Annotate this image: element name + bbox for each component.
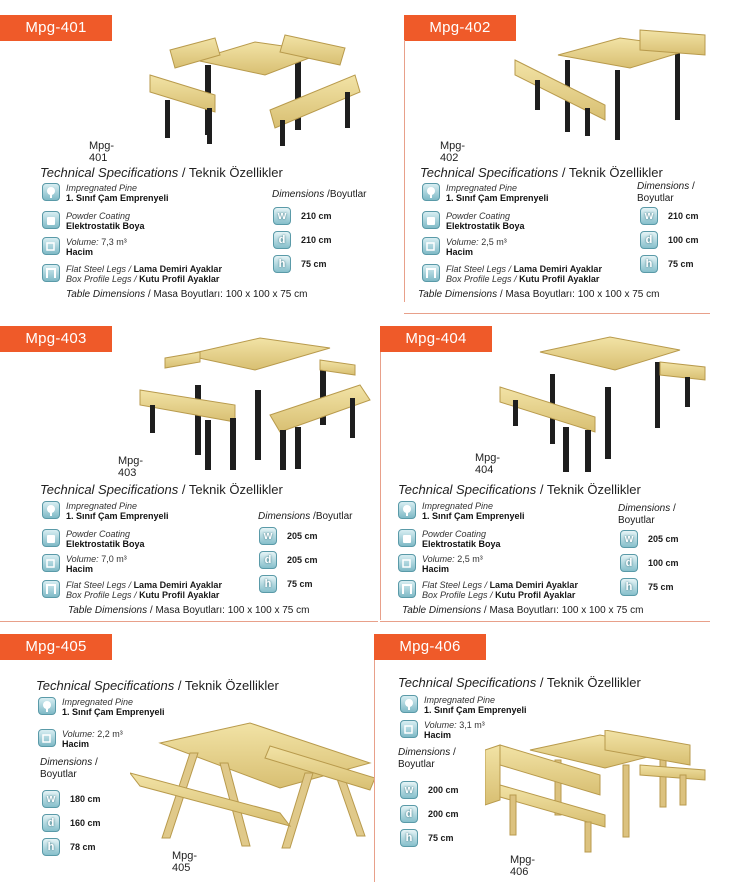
product-code-badge: Mpg-403 [0,326,112,352]
pine-tree-icon [42,183,60,201]
depth-icon: d [400,805,418,823]
dimension-depth: d 210 cm [273,231,332,249]
product-image-mpg-405 [130,718,375,853]
height-icon: h [273,255,291,273]
height-icon: h [620,578,638,596]
paint-can-icon [42,211,60,229]
spec-pine: Impregnated Pine 1. Sınıf Çam Emprenyeli [400,695,527,715]
table-dimensions: Table Dimensions / Masa Boyutları: 100 x 100 x 75 cm [418,289,660,300]
dimension-height: h 75 cm [640,255,694,273]
spec-title: Technical Specifications / Teknik Özellikler [420,165,663,180]
product-code-badge: Mpg-406 [374,634,486,660]
divider-vertical-middle [380,352,381,620]
width-icon: w [273,207,291,225]
width-icon: w [400,781,418,799]
spec-legs: Flat Steel Legs / Lama Demiri Ayaklar Box Profile Legs / Kutu Profil Ayaklar [398,580,578,600]
product-caption: Mpg-405 [172,850,198,874]
spec-pine: Impregnated Pine 1. Sınıf Çam Emprenyeli [42,501,169,521]
dimension-height: h 75 cm [273,255,327,273]
dimensions-heading: Dimensions / Boyutlar [40,757,98,780]
spec-volume: Volume: 2,5 m³ Hacim [422,237,507,257]
spec-legs: Flat Steel Legs / Lama Demiri Ayaklar Box Profile Legs / Kutu Profil Ayaklar [422,264,602,284]
leg-profile-icon [398,580,416,598]
spec-legs: Flat Steel Legs / Lama Demiri Ayaklar Box Profile Legs / Kutu Profil Ayaklar [42,264,222,284]
divider-vertical-top [404,40,405,302]
paint-can-icon [422,211,440,229]
product-image-mpg-401 [145,20,370,150]
spec-title: Technical Specifications / Teknik Özellikler [40,482,283,497]
dimensions-heading: Dimensions / Boyutlar [398,747,456,770]
divider-top [404,313,710,314]
product-image-mpg-403 [135,330,375,475]
height-icon: h [640,255,658,273]
volume-cube-icon [400,720,418,738]
dimension-height: h 75 cm [620,578,674,596]
spec-volume: Volume: 3,1 m³ Hacim [400,720,485,740]
spec-pine: Impregnated Pine 1. Sınıf Çam Emprenyeli [38,697,165,717]
product-code-badge: Mpg-401 [0,15,112,41]
spec-title: Technical Specifications / Teknik Özellikler [398,675,641,690]
width-icon: w [620,530,638,548]
spec-coating: Powder Coating Elektrostatik Boya [422,211,525,231]
dimension-width: w 205 cm [620,530,679,548]
volume-cube-icon [422,237,440,255]
dimensions-heading: Dimensions /Boyutlar [272,189,367,200]
dimension-height: h 78 cm [42,838,96,856]
height-icon: h [400,829,418,847]
dimension-depth: d 205 cm [259,551,318,569]
height-icon: h [42,838,60,856]
volume-cube-icon [398,554,416,572]
volume-cube-icon [42,554,60,572]
paint-can-icon [398,529,416,547]
depth-icon: d [273,231,291,249]
pine-tree-icon [400,695,418,713]
volume-cube-icon [42,237,60,255]
pine-tree-icon [38,697,56,715]
dimension-width: w 205 cm [259,527,318,545]
spec-pine: Impregnated Pine 1. Sınıf Çam Emprenyeli [42,183,169,203]
spec-pine: Impregnated Pine 1. Sınıf Çam Emprenyeli [398,501,525,521]
spec-volume: Volume: 2,5 m³ Hacim [398,554,483,574]
dimensions-heading: Dimensions /Boyutlar [258,511,353,522]
dimension-height: h 75 cm [400,829,454,847]
width-icon: w [259,527,277,545]
spec-title: Technical Specifications / Teknik Özellikler [398,482,641,497]
dimension-depth: d 100 cm [620,554,679,572]
depth-icon: d [42,814,60,832]
pine-tree-icon [422,183,440,201]
product-caption: Mpg-401 [89,140,115,164]
dimensions-heading: Dimensions / Boyutlar [618,503,676,526]
depth-icon: d [259,551,277,569]
height-icon: h [259,575,277,593]
spec-volume: Volume: 2,2 m³ Hacim [38,729,123,749]
dimension-depth: d 100 cm [640,231,699,249]
leg-profile-icon [42,580,60,598]
depth-icon: d [620,554,638,572]
product-caption: Mpg-403 [118,455,144,479]
spec-volume: Volume: 7,3 m³ Hacim [42,237,127,257]
table-dimensions: Table Dimensions / Masa Boyutları: 100 x 100 x 75 cm [68,605,310,616]
leg-profile-icon [42,264,60,282]
leg-profile-icon [422,264,440,282]
product-caption: Mpg-406 [510,854,536,878]
divider-vertical-bottom [374,660,375,882]
dimensions-heading: Dimensions / Boyutlar [637,181,695,204]
pine-tree-icon [398,501,416,519]
dimension-width: w 210 cm [640,207,699,225]
spec-coating: Powder Coating Elektrostatik Boya [398,529,501,549]
product-caption: Mpg-404 [475,452,501,476]
spec-volume: Volume: 7,0 m³ Hacim [42,554,127,574]
spec-title: Technical Specifications / Teknik Özellikler [40,165,283,180]
table-dimensions: Table Dimensions / Masa Boyutları: 100 x 100 x 75 cm [66,289,308,300]
spec-title: Technical Specifications / Teknik Özellikler [36,678,279,693]
paint-can-icon [42,529,60,547]
spec-pine: Impregnated Pine 1. Sınıf Çam Emprenyeli [422,183,549,203]
product-code-badge: Mpg-404 [380,326,492,352]
dimension-depth: d 160 cm [42,814,101,832]
volume-cube-icon [38,729,56,747]
product-image-mpg-404 [495,332,710,477]
product-code-badge: Mpg-405 [0,634,112,660]
width-icon: w [640,207,658,225]
pine-tree-icon [42,501,60,519]
dimension-depth: d 200 cm [400,805,459,823]
dimension-width: w 200 cm [400,781,459,799]
spec-legs: Flat Steel Legs / Lama Demiri Ayaklar Box Profile Legs / Kutu Profil Ayaklar [42,580,222,600]
divider-middle [0,621,378,622]
product-code-badge: Mpg-402 [404,15,516,41]
dimension-width: w 210 cm [273,207,332,225]
spec-coating: Powder Coating Elektrostatik Boya [42,211,145,231]
divider-middle-right [380,621,710,622]
product-caption: Mpg-402 [440,140,466,164]
table-dimensions: Table Dimensions / Masa Boyutları: 100 x 100 x 75 cm [402,605,644,616]
dimension-width: w 180 cm [42,790,101,808]
dimension-height: h 75 cm [259,575,313,593]
depth-icon: d [640,231,658,249]
product-image-mpg-402 [510,20,710,140]
width-icon: w [42,790,60,808]
product-image-mpg-406 [485,730,710,855]
spec-coating: Powder Coating Elektrostatik Boya [42,529,145,549]
